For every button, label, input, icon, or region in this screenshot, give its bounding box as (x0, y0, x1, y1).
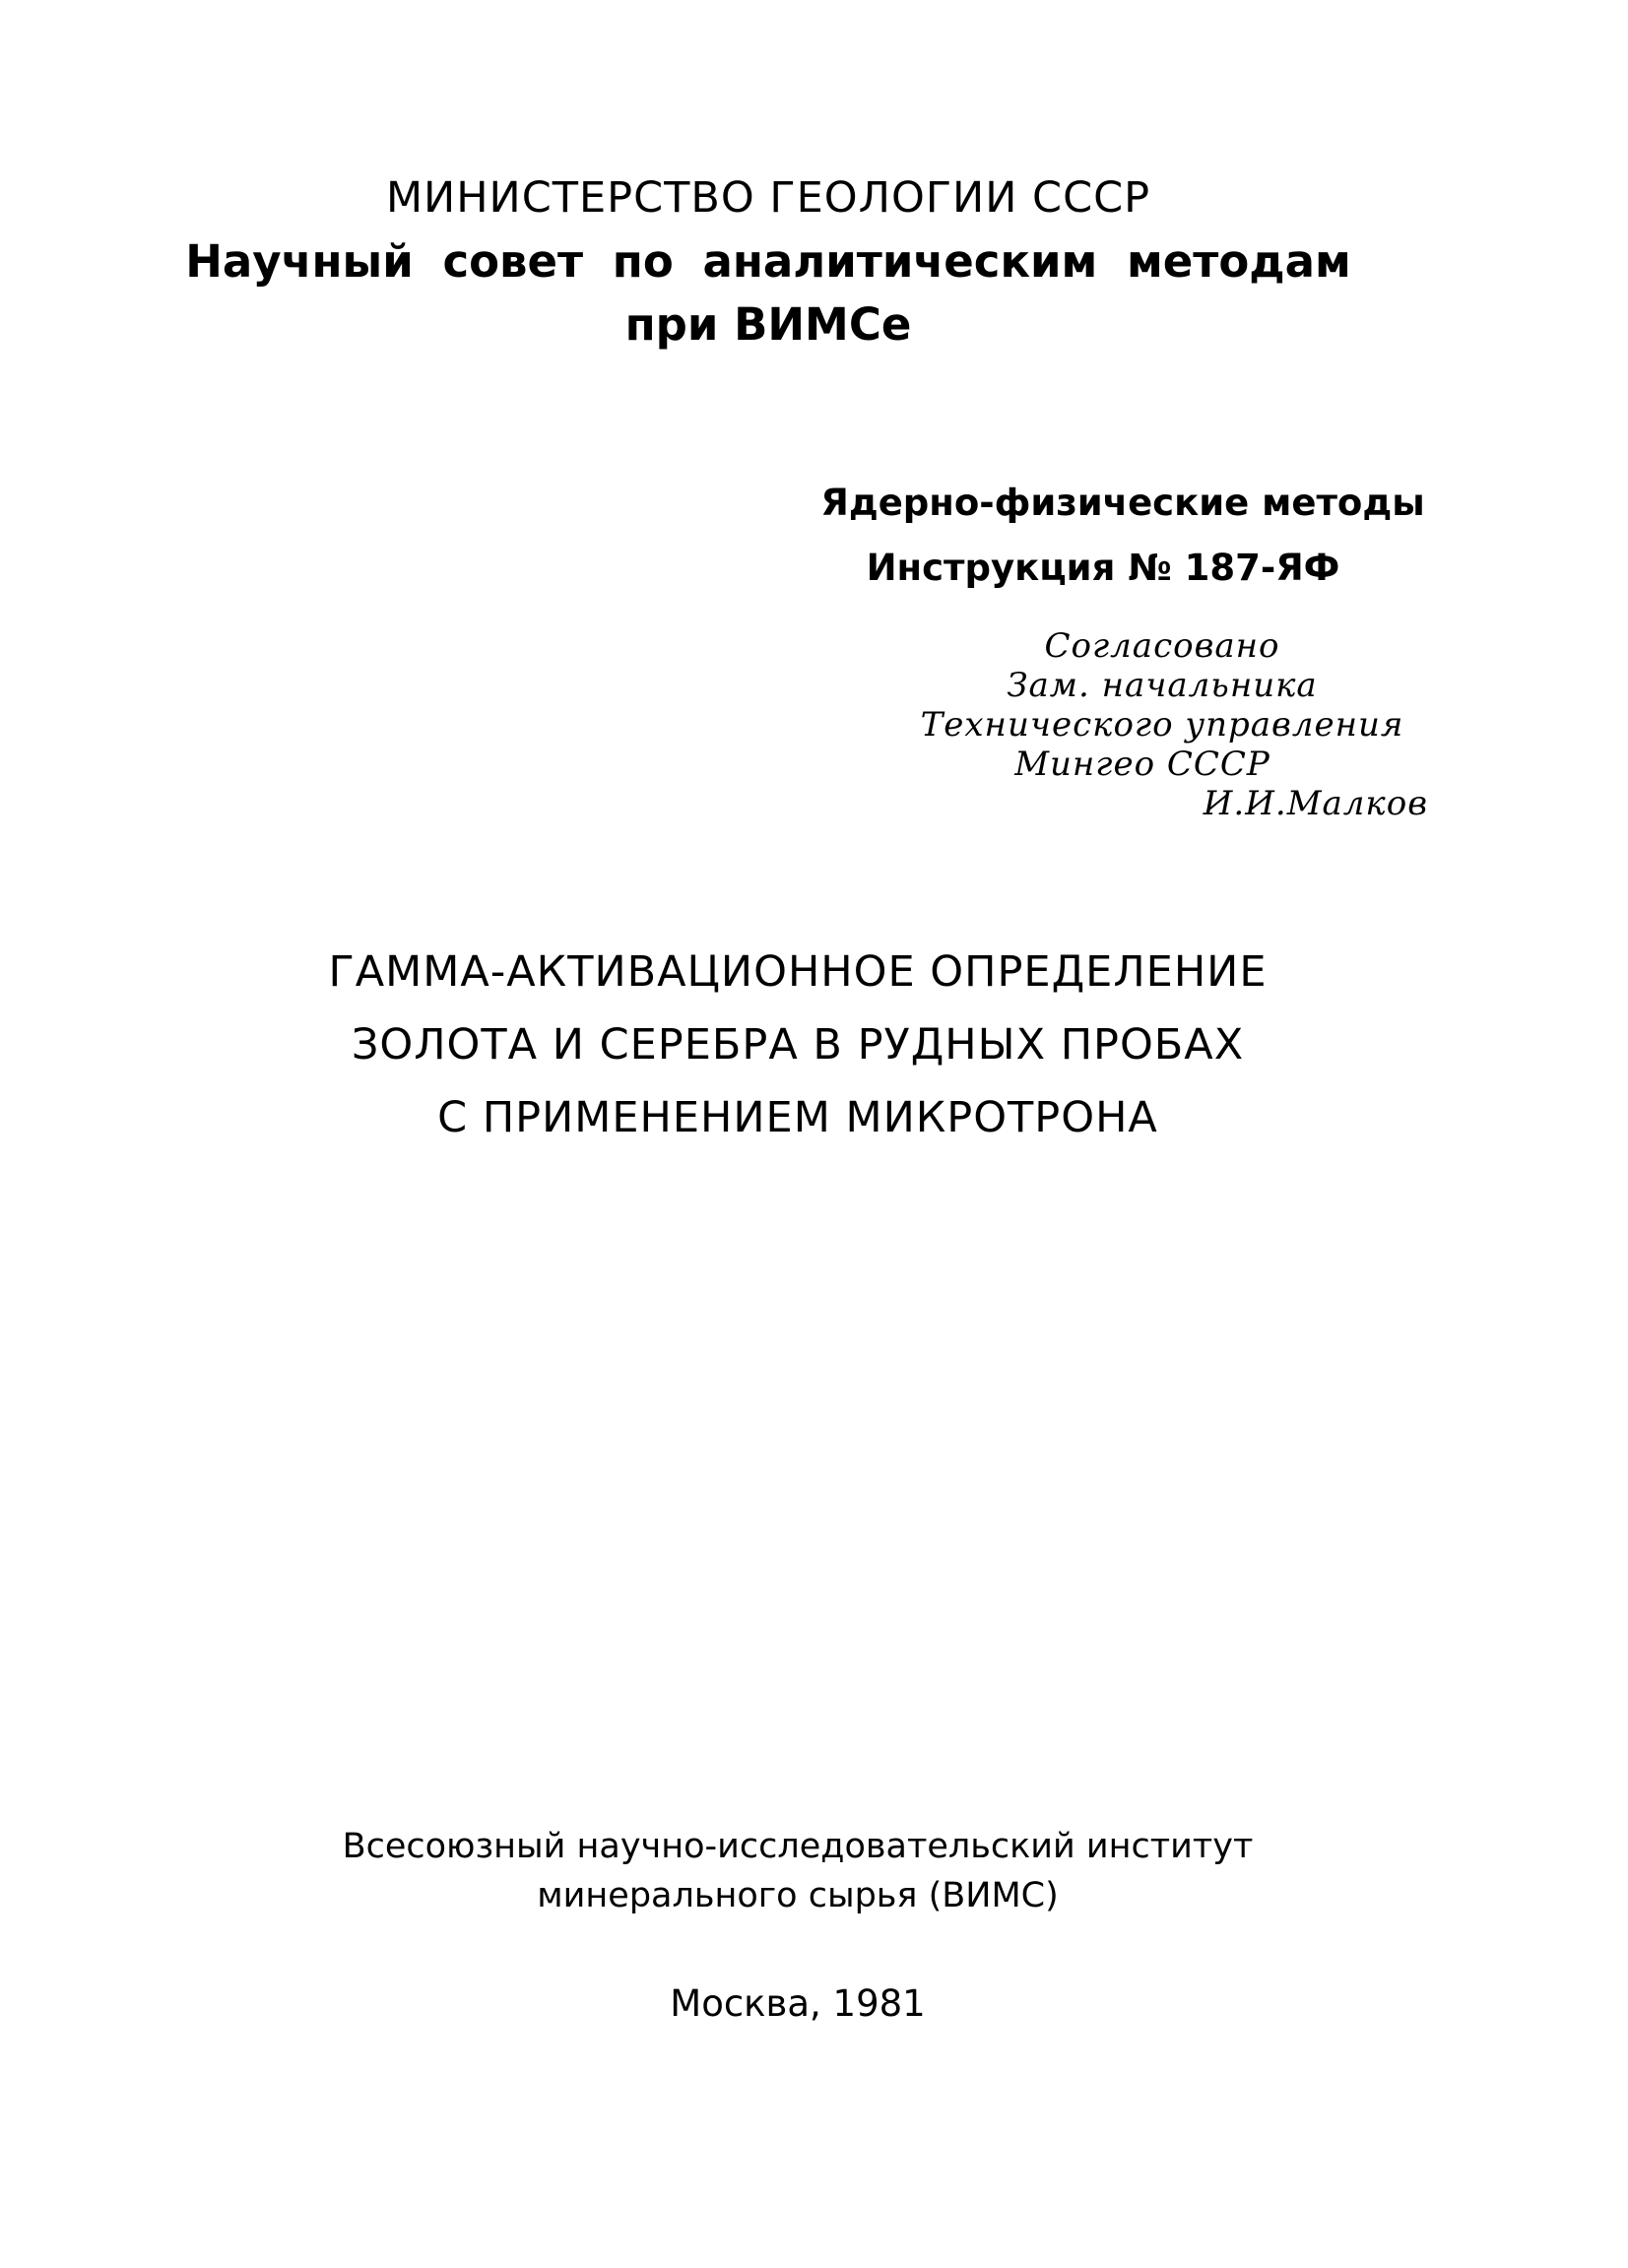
publisher-line-2: минерального сырья (ВИМС) (537, 1876, 1059, 1915)
approval-line-signatory: И.И.Малков (1203, 784, 1428, 823)
approval-line-position: Зам. начальника (1007, 666, 1318, 705)
method-category: Ядерно-физические методы (820, 482, 1425, 524)
document-title (246, 936, 1349, 1154)
council-name: Научный совет по аналитическим методам (185, 235, 1351, 288)
ministry-name: МИНИСТЕРСТВО ГЕОЛОГИИ СССР (385, 173, 1151, 223)
methods-block (808, 471, 1438, 601)
instruction-number: Инструкция № 187-ЯФ (866, 547, 1340, 589)
approval-block (857, 626, 1467, 823)
approval-line-agreed: Согласовано (1044, 626, 1280, 666)
place-and-year: Москва, 1981 (670, 1982, 926, 2025)
title-line-1: ГАММА-АКТИВАЦИОННОЕ ОПРЕДЕЛЕНИЕ (328, 947, 1268, 997)
approval-line-ministry: Мингео СССР (1014, 745, 1270, 784)
publisher-line-1: Всесоюзный научно-исследовательский институт (342, 1827, 1254, 1866)
publisher-block (246, 1822, 1349, 2029)
header-block (148, 167, 1389, 356)
institute-affiliation: при ВИМСе (624, 298, 912, 351)
title-line-2: ЗОЛОТА И СЕРЕБРА В РУДНЫХ ПРОБАХ (351, 1020, 1245, 1069)
title-line-3: С ПРИМЕНЕНИЕМ МИКРОТРОНА (437, 1093, 1158, 1142)
approval-line-department: Технического управления (920, 705, 1404, 745)
